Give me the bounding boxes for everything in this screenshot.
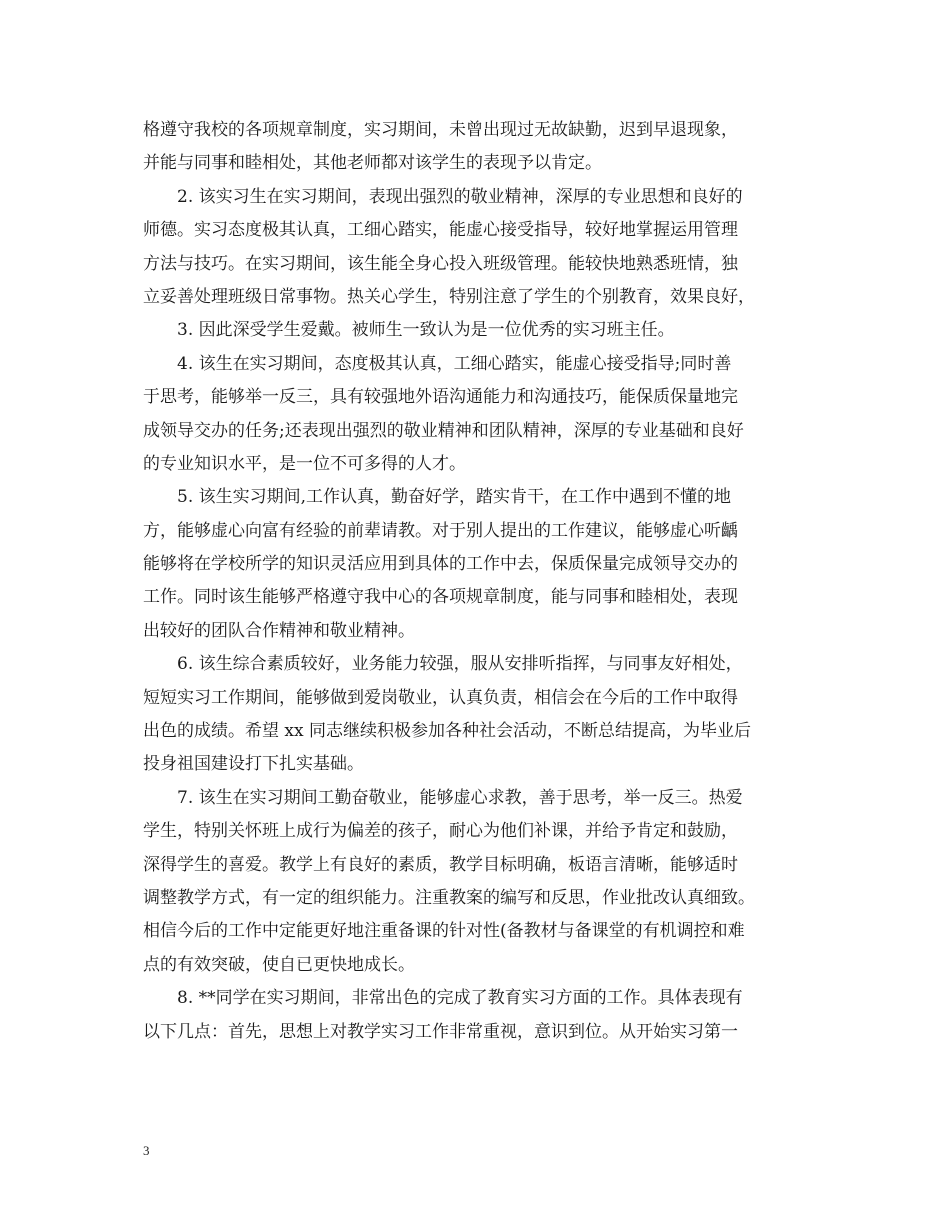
text-line: 调整教学方式，有一定的组织能力。注重教案的编写和反思，作业批改认真细致。 (143, 887, 755, 908)
text-line: 师德。实习态度极其认真，工细心踏实，能虚心接受指导，较好地掌握运用管理 (143, 220, 738, 241)
text-line: 短短实习工作期间，能够做到爱岗敬业，认真负责，相信会在今后的工作中取得 (143, 687, 738, 708)
text-line: 并能与同事和睦相处，其他老师都对该学生的表现予以肯定。 (143, 153, 602, 174)
text-line: 点的有效突破，使自已更快地成长。 (143, 954, 415, 975)
text-line: 出较好的团队合作精神和敬业精神。 (143, 620, 415, 641)
paragraph-3-start: 3. 因此深受学生爱戴。被师生一致认为是一位优秀的实习班主任。 (177, 320, 675, 341)
paragraph-8-start: 8. **同学在实习期间，非常出色的完成了教育实习方面的工作。具体表现有 (177, 988, 743, 1009)
text-line: 工作。同时该生能够严格遵守我中心的各项规章制度，能与同事和睦相处，表现 (143, 587, 738, 608)
text-line: 学生，特别关怀班上成行为偏差的孩子，耐心为他们补课，并给予肯定和鼓励， (143, 821, 738, 842)
text-line: 方，能够虚心向富有经验的前辈请教。对于别人提出的工作建议，能够虚心听齲 (143, 520, 738, 541)
text-line: 立妥善处理班级日常事物。热关心学生，特别注意了学生的个别教育，效果良好， (143, 286, 755, 307)
text-line: 能够将在学校所学的知识灵活应用到具体的工作中去，保质保量完成领导交办的 (143, 554, 738, 575)
paragraph-4-start: 4. 该生在实习期间，态度极其认真，工细心踏实，能虚心接受指导;同时善 (177, 353, 732, 374)
paragraph-5-start: 5. 该生实习期间,工作认真，勤奋好学，踏实肯干，在工作中遇到不懂的地 (177, 487, 732, 508)
page-number: 3 (143, 1143, 150, 1158)
paragraph-7-start: 7. 该生在实习期间工勤奋敬业，能够虚心求教，善于思考，举一反三。热爱 (177, 787, 743, 808)
text-line: 方法与技巧。在实习期间，该生能全身心投入班级管理。能较快地熟悉班情，独 (143, 253, 738, 274)
text-line: 相信今后的工作中定能更好地注重备课的针对性(备教材与备课堂的有机调控和难 (143, 921, 745, 942)
paragraph-2-start: 2. 该实习生在实习期间，表现出强烈的敬业精神，深厚的专业思想和良好的 (177, 186, 743, 207)
text-line: 投身祖国建设打下扎实基础。 (143, 754, 364, 775)
paragraph-6-start: 6. 该生综合素质较好，业务能力较强，服从安排听指挥，与同事友好相处， (177, 654, 743, 675)
document-body (143, 114, 813, 1049)
text-line: 深得学生的喜爱。教学上有良好的素质，教学目标明确，板语言清晰，能够适时 (143, 854, 738, 875)
text-line: 于思考，能够举一反三，具有较强地外语沟通能力和沟通技巧，能保质保量地完 (143, 387, 738, 408)
text-line: 的专业知识水平，是一位不可多得的人才。 (143, 453, 466, 474)
text-line: 成领导交办的任务;还表现出强烈的敬业精神和团队精神，深厚的专业基础和良好 (143, 420, 744, 441)
text-line: 出色的成绩。希望 xx 同志继续积极参加各种社会活动，不断总结提高，为毕业后 (143, 721, 751, 742)
text-line: 格遵守我校的各项规章制度，实习期间，未曾出现过无故缺勤，迟到早退现象， (143, 120, 738, 140)
text-line: 以下几点：首先，思想上对教学实习工作非常重视，意识到位。从开始实习第一 (143, 1021, 738, 1042)
